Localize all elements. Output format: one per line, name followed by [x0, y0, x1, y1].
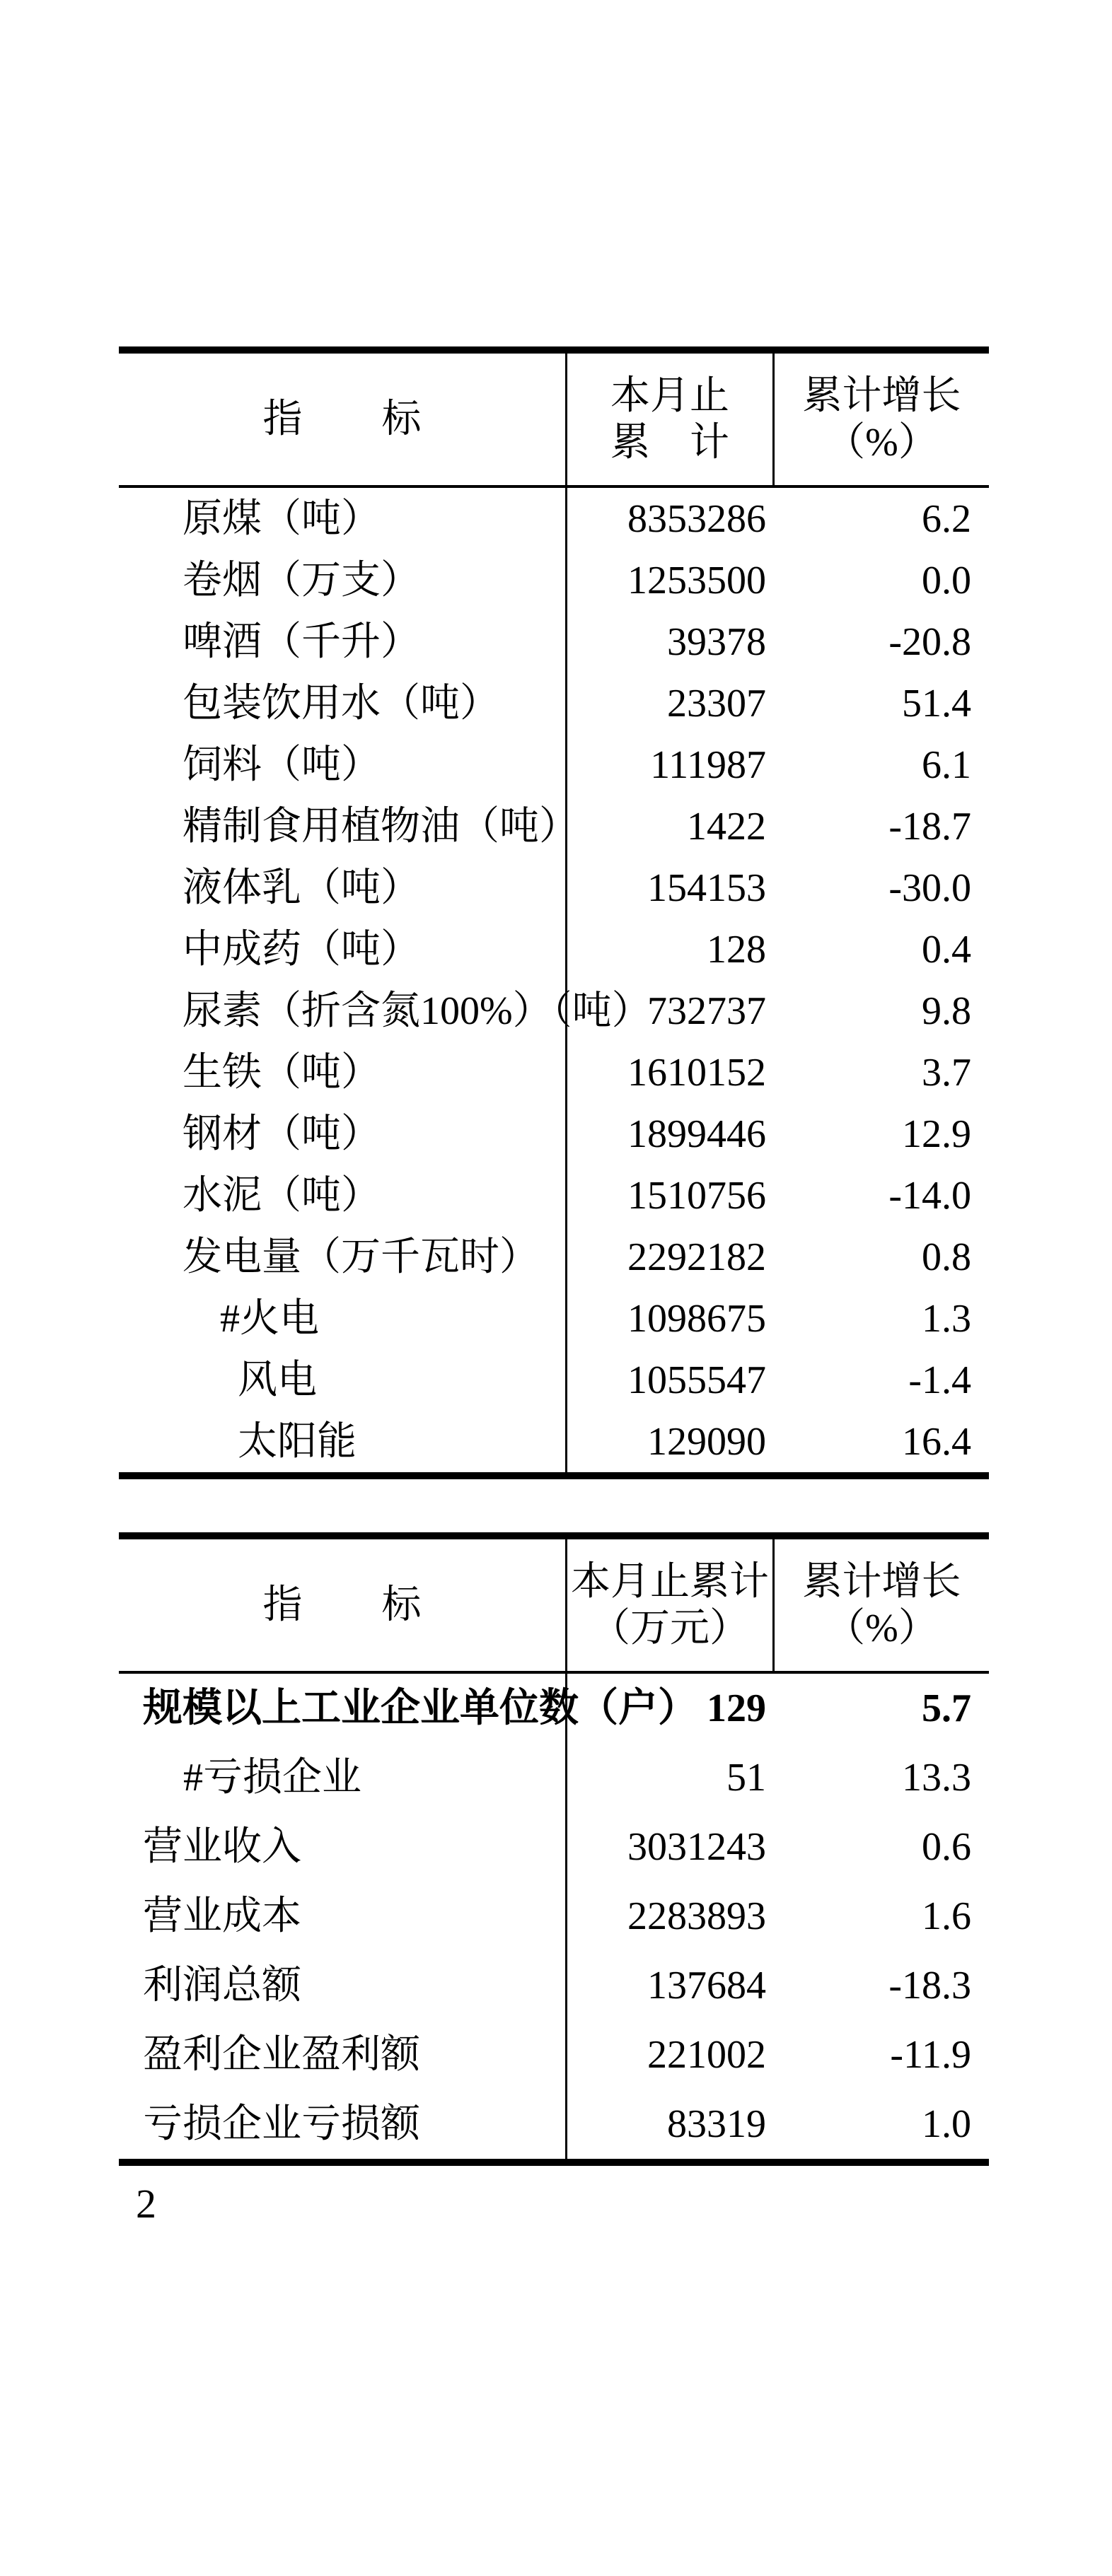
header-growth-cell: [775, 354, 989, 485]
header-cumulative-line1: 本月止: [610, 374, 729, 418]
table-body: [119, 488, 989, 1472]
cumulative-value-cell: 8353286: [627, 496, 766, 541]
growth-value-cell: 13.3: [902, 1756, 971, 1800]
indicator-cell: 盈利企业盈利额: [119, 2020, 567, 2090]
cumulative-value-cell: 732737: [647, 989, 766, 1033]
indicator-cell: 尿素（折含氮100%）（吨）: [119, 980, 567, 1042]
growth-value-cell: 0.0: [922, 558, 971, 602]
indicator-cell: 亏损企业亏损额: [119, 2090, 567, 2159]
cumulative-value-cell: 1899446: [627, 1112, 766, 1156]
table-row: [119, 672, 989, 734]
indicator-cell: 营业收入: [119, 1812, 567, 1882]
indicator-cell: 中成药（吨）: [119, 919, 567, 980]
header-indicator-cell: [119, 1539, 567, 1671]
cumulative-value-cell: 83319: [667, 2102, 766, 2146]
header-cumulative-cell: [567, 1539, 775, 1671]
cumulative-value-cell: 154153: [647, 866, 766, 910]
table-row: [119, 980, 989, 1042]
table-row: [119, 1226, 989, 1288]
header-cumulative-line2: 累 计: [610, 421, 729, 465]
growth-value-cell: -11.9: [890, 2033, 971, 2077]
indicator-cell: 卷烟（万支）: [119, 549, 567, 611]
table-row: [119, 1165, 989, 1226]
growth-value-cell: -1.4: [908, 1358, 971, 1402]
table-header: [119, 354, 989, 488]
cumulative-value-cell: 1510756: [627, 1173, 766, 1218]
cumulative-value-cell: 1055547: [627, 1358, 766, 1402]
header-cumulative-line1: 本月止累计: [571, 1560, 769, 1604]
table-row: [119, 1349, 989, 1411]
indicator-cell: 营业成本: [119, 1882, 567, 1951]
growth-value-cell: 0.4: [922, 927, 971, 972]
cumulative-value-cell: 129090: [647, 1419, 766, 1464]
table-row: [119, 919, 989, 980]
growth-value-cell: 0.8: [922, 1235, 971, 1279]
cumulative-value-cell: 2283893: [627, 1894, 766, 1938]
cumulative-value-cell: 23307: [667, 681, 766, 725]
cumulative-value-cell: 111987: [650, 742, 766, 787]
growth-value-cell: 51.4: [902, 681, 971, 725]
cumulative-value-cell: 1253500: [627, 558, 766, 602]
enterprise-finance-table: [119, 1532, 989, 2166]
growth-value-cell: 0.6: [922, 1825, 971, 1869]
table-header: [119, 1539, 989, 1674]
growth-value-cell: 9.8: [922, 989, 971, 1033]
growth-value-cell: 1.0: [922, 2102, 971, 2146]
growth-value-cell: 3.7: [922, 1050, 971, 1095]
indicator-cell: 风电: [119, 1349, 567, 1411]
indicator-cell: 原煤（吨）: [119, 488, 567, 549]
table-row: [119, 734, 989, 795]
cumulative-value-cell: 221002: [647, 2033, 766, 2077]
header-cumulative-cell: [567, 354, 775, 485]
indicator-cell: 发电量（万千瓦时）: [119, 1226, 567, 1288]
indicator-cell: 饲料（吨）: [119, 734, 567, 795]
table-row: [119, 1042, 989, 1103]
header-cumulative-line2: （万元）: [591, 1607, 749, 1650]
table-row: [119, 1951, 989, 2020]
table-row: [119, 1882, 989, 1951]
indicator-cell: 太阳能: [119, 1411, 567, 1472]
table-row: [119, 2020, 989, 2090]
header-growth-line2: （%）: [826, 1607, 938, 1650]
table-row: [119, 1812, 989, 1882]
table-row: [119, 488, 989, 549]
indicator-cell: 钢材（吨）: [119, 1103, 567, 1165]
table-row: [119, 611, 989, 672]
cumulative-value-cell: 1422: [687, 804, 766, 849]
indicator-cell: 水泥（吨）: [119, 1165, 567, 1226]
header-growth-line1: 累计增长: [802, 374, 961, 418]
indicator-cell: 精制食用植物油（吨）: [119, 795, 567, 857]
cumulative-value-cell: 51: [726, 1756, 766, 1800]
growth-value-cell: -18.3: [888, 1964, 971, 2007]
table-row: [119, 549, 989, 611]
header-growth-line2: （%）: [826, 421, 938, 465]
table-row: [119, 1103, 989, 1165]
indicator-cell: #火电: [119, 1288, 567, 1349]
table-row: [119, 2090, 989, 2159]
indicator-cell: #亏损企业: [119, 1743, 567, 1812]
table-body: [119, 1674, 989, 2159]
industrial-output-table: [119, 346, 989, 1479]
table-row: [119, 1411, 989, 1472]
growth-value-cell: 1.3: [922, 1296, 971, 1341]
growth-value-cell: -20.8: [888, 619, 971, 664]
cumulative-value-cell: 1610152: [627, 1050, 766, 1095]
growth-value-cell: 1.6: [922, 1894, 971, 1938]
table-row: [119, 1674, 989, 1743]
cumulative-value-cell: 3031243: [627, 1825, 766, 1869]
cumulative-value-cell: 2292182: [627, 1235, 766, 1279]
page-number: 2: [136, 2181, 156, 2227]
growth-value-cell: 16.4: [902, 1419, 971, 1464]
indicator-cell: 液体乳（吨）: [119, 857, 567, 919]
cumulative-value-cell: 1098675: [627, 1296, 766, 1341]
growth-value-cell: -18.7: [888, 804, 971, 849]
cumulative-value-cell: 129: [707, 1686, 766, 1730]
indicator-cell: 包装饮用水（吨）: [119, 672, 567, 734]
growth-value-cell: 6.1: [922, 742, 971, 787]
table-row: [119, 795, 989, 857]
table-row: [119, 857, 989, 919]
growth-value-cell: 12.9: [902, 1112, 971, 1156]
header-growth-cell: [775, 1539, 989, 1671]
growth-value-cell: -30.0: [888, 866, 971, 910]
table-row: [119, 1288, 989, 1349]
table-row: [119, 1743, 989, 1812]
header-indicator-label: 指 标: [262, 397, 422, 441]
growth-value-cell: 5.7: [922, 1686, 971, 1730]
indicator-cell: 规模以上工业企业单位数（户）: [119, 1674, 567, 1743]
header-growth-line1: 累计增长: [802, 1560, 961, 1604]
header-indicator-cell: [119, 354, 567, 485]
growth-value-cell: -14.0: [888, 1173, 971, 1218]
cumulative-value-cell: 128: [707, 927, 766, 972]
header-indicator-label: 指 标: [262, 1583, 422, 1627]
indicator-cell: 生铁（吨）: [119, 1042, 567, 1103]
indicator-cell: 啤酒（千升）: [119, 611, 567, 672]
growth-value-cell: 6.2: [922, 496, 971, 541]
cumulative-value-cell: 39378: [667, 619, 766, 664]
cumulative-value-cell: 137684: [647, 1964, 766, 2007]
indicator-cell: 利润总额: [119, 1951, 567, 2020]
